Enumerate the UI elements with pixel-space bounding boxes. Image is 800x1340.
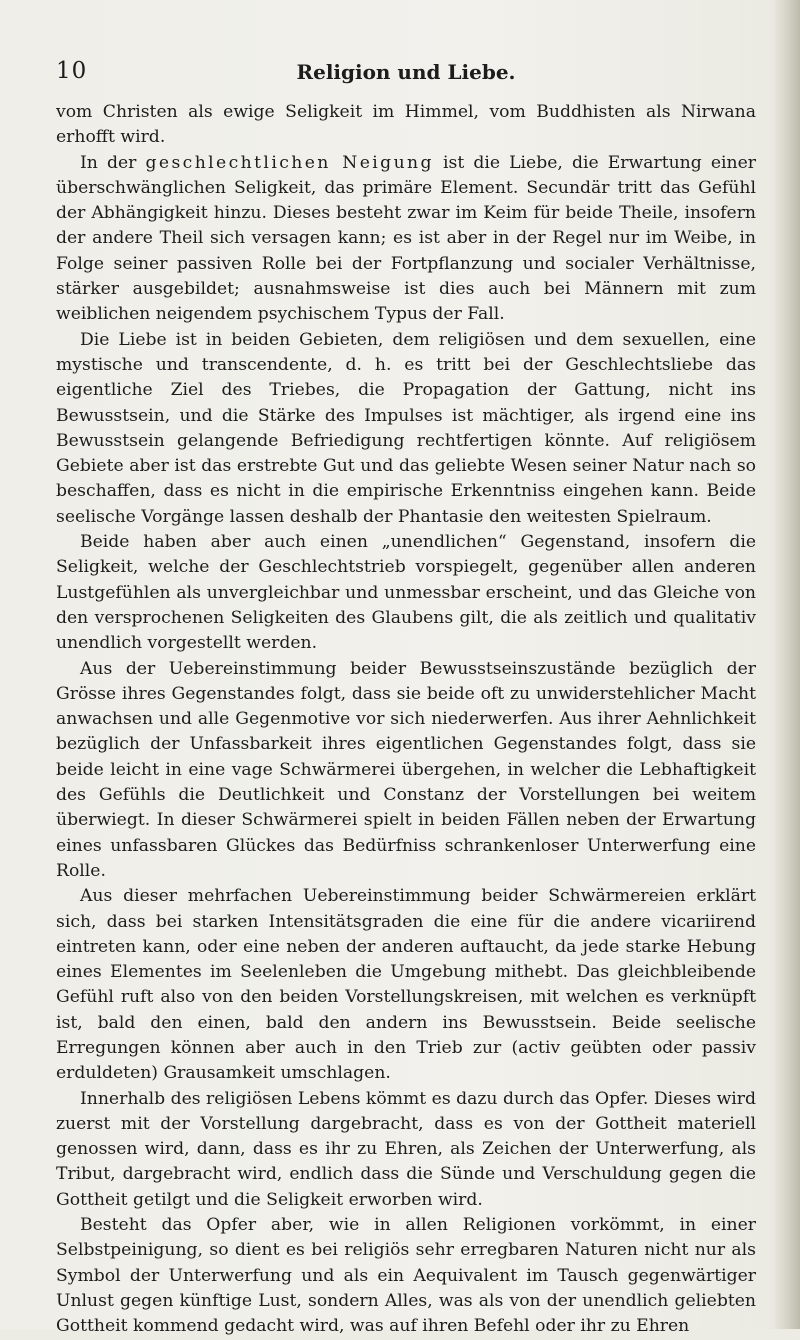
paragraph-text: Die Liebe ist in beiden Gebieten, dem religiösen und dem sexuellen, eine mystische und transcendente, d. h. es tritt bei der Geschlechtsliebe das eigentliche Ziel des Triebes, die Propagation der Gattung, nicht ins Bewusstsein, und die Stärke des Impulses ist mächtiger, als irgend eine ins Bewusstsein gelangende Befriedigung rechtfertigen könnte. Auf religiösem Gebiete aber ist das erstrebte Gut und das geliebte Wesen seiner Natur nach so beschaffen, dass es nicht in die empirische Erkenntniss eingehen kann. Beide seelische Vorgänge lassen deshalb der Phantasie den weitesten Spielraum. xyxy=(56,329,756,527)
paragraph xyxy=(56,530,756,656)
body-text xyxy=(56,100,756,1340)
paragraph-text: Innerhalb des religiösen Lebens kömmt es dazu durch das Opfer. Dieses wird zuerst mit der Vorstellung dargebracht, dass es von der Gottheit materiell genossen wird, dann, dass es ihr zu Ehren, als Zeichen der Unterwerfung, als Tribut, dargebracht wird, endlich dass die Sünde und Verschuldung gegen die Gottheit getilgt und die Seligkeit erworben wird. xyxy=(56,1088,756,1210)
paragraph-text: ist die Liebe, die Erwartung einer überschwänglichen Seligkeit, das primäre Element. Secundär tritt das Gefühl der Abhängigkeit hinzu. Dieses besteht zwar im Keim für beide Theile, insofern der andere Theil sich versagen kann; es ist aber in der Regel nur im Weibe, in Folge seiner passiven Rolle bei der Fortpflanzung und socialer Verhältnisse, stärker ausgebildet; ausnahmsweise ist dies auch bei Männern mit zum weiblichen neigendem psychischem Typus der Fall. xyxy=(56,152,756,325)
page-header xyxy=(56,58,756,88)
paragraph-lead: In der xyxy=(80,152,146,173)
paragraph xyxy=(56,884,756,1086)
paragraph-text: vom Christen als ewige Seligkeit im Himmel, vom Buddhisten als Nirwana erhofft wird. xyxy=(56,102,756,148)
running-title: Religion und Liebe. xyxy=(296,60,516,84)
paragraph-text: Beide haben aber auch einen „unendlichen“ Gegenstand, insofern die Seligkeit, welche der Geschlechtstrieb vorspiegelt, gegenüber allen anderen Lustgefühlen als unvergleichbar und unmessbar erscheint, und das Gleiche von den versprochenen Seligkeiten des Glaubens gilt, die als zeitlich und qualitativ unendlich vorgestellt werden. xyxy=(56,532,756,654)
paragraph-text: Besteht das Opfer aber, wie in allen Religionen vorkömmt, in einer Selbstpeinigung, so dient es bei religiös sehr erregbaren Naturen nicht nur als Symbol der Unterwerfung und als ein Aequivalent im Tausch gegenwärtiger Unlust gegen künftige Lust, sondern Alles, was als von der unendlich geliebten Gottheit kommend gedacht wird, was auf ihren Befehl oder ihr zu Ehren xyxy=(56,1215,756,1337)
emphasized-term: geschlechtlichen Neigung xyxy=(145,152,434,173)
paragraph-text: Aus der Uebereinstimmung beider Bewusstseinszustände bezüglich der Grösse ihres Gegenstandes folgt, dass sie beide oft zu unwiderstehlicher Macht anwachsen und alle Gegenmotive vor sich niederwerfen. Aus ihrer Aehnlichkeit bezüglich der Unfassbarkeit ihres eigentlichen Gegenstandes folgt, dass sie beide leicht in eine vage Schwärmerei übergehen, in welcher die Lebhaftigkeit des Gefühls die Deutlichkeit und Constanz der Vorstellungen bei weitem überwiegt. In dieser Schwärmerei spielt in beiden Fällen neben der Erwartung eines unfassbaren Glückes das Bedürfniss schrankenloser Unterwerfung eine Rolle. xyxy=(56,658,756,881)
paragraph-text: Aus dieser mehrfachen Uebereinstimmung beider Schwärmereien erklärt sich, dass bei starken Intensitätsgraden die eine für die andere vicariirend eintreten kann, oder eine neben der anderen auftaucht, da jede starke Hebung eines Elementes im Seelenleben die Umgebung mithebt. Das gleichbleibende Gefühl ruft also von den beiden Vorstellungskreisen, mit welchen es verknüpft ist, bald den einen, bald den andern ins Bewusstsein. Beide seelische Erregungen können aber auch in den Trieb zur (activ geübten oder passiv erduldeten) Grausamkeit umschlagen. xyxy=(56,886,756,1084)
page-edge-shadow xyxy=(774,0,800,1329)
paragraph xyxy=(56,151,756,328)
paragraph xyxy=(56,1087,756,1213)
page-number: 10 xyxy=(56,58,88,84)
paragraph xyxy=(56,100,756,151)
paragraph xyxy=(56,1213,756,1339)
paragraph xyxy=(56,657,756,885)
paragraph xyxy=(56,328,756,530)
